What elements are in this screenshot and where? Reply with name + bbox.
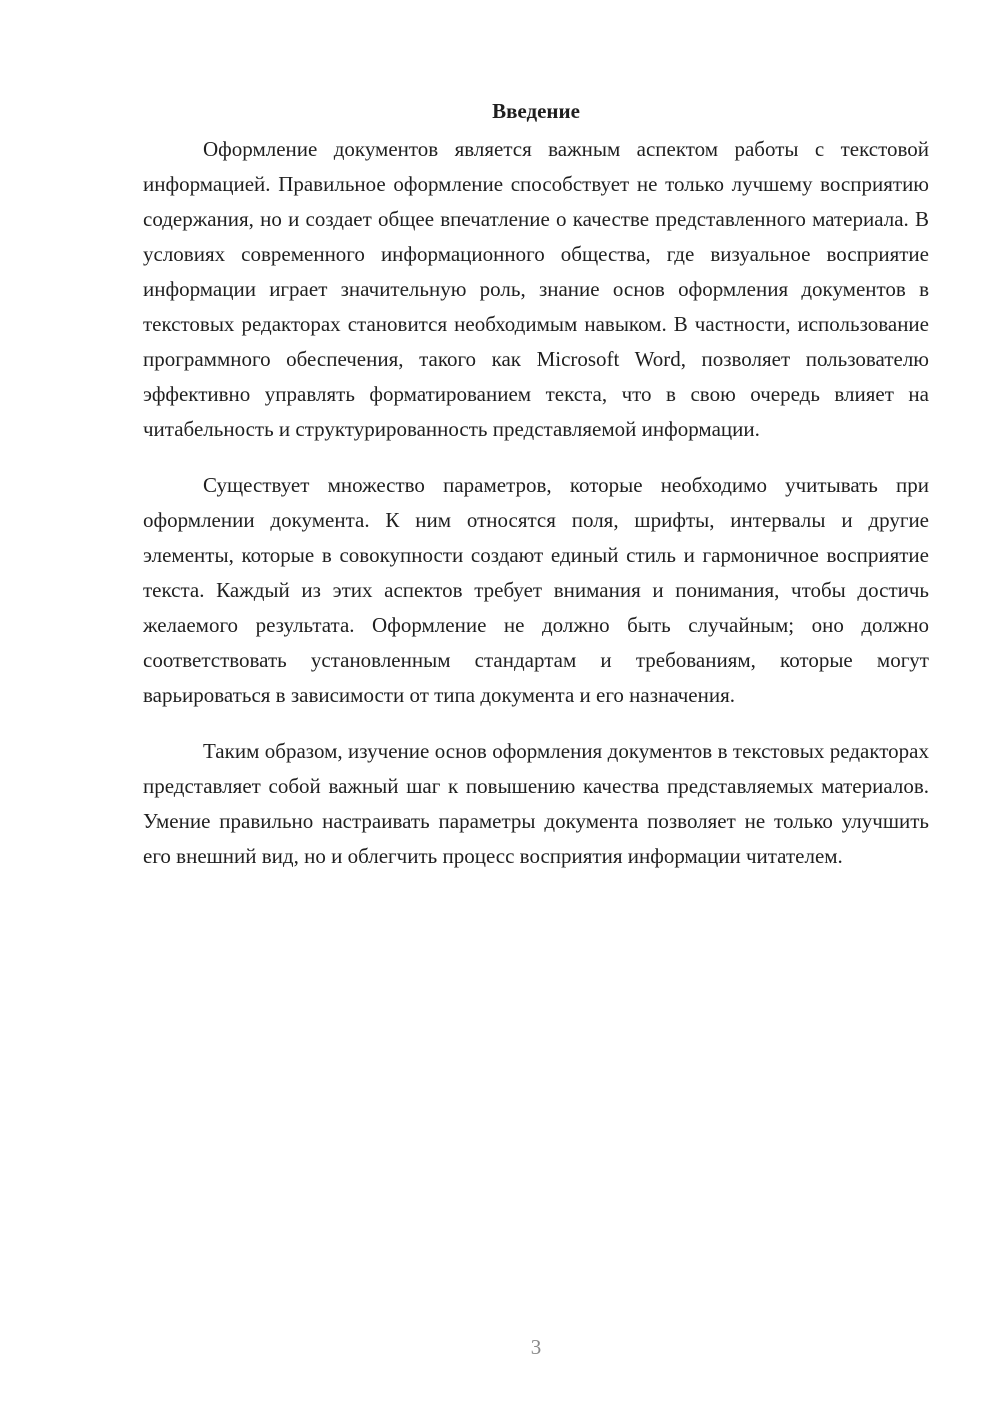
paragraph-2: Существует множество параметров, которые необходимо учитывать при оформлении документа. К ним относятся поля, шрифты, интервалы и другие элементы, которые в совокупности создают единый стиль и гармоничное восприятие текста. Каждый из этих аспектов требует внимания и понимания, чтобы достичь желаемого результата. Оформление не должно быть случайным; оно должно соответствовать установленным стандартам и требованиям, которые могут варьироваться в зависимости от типа документа и его назначения. xyxy=(143,473,929,707)
paragraph-1: Оформление документов является важным аспектом работы с текстовой информацией. Правильное оформление способствует не только лучшему восприятию содержания, но и создает общее впечатление о качестве представленного материала. В условиях современного информационного общества, где визуальное восприятие информации играет значительную роль, знание основ оформления документов в текстовых редакторах становится необходимым навыком. В частности, использование программного обеспечения, такого как Microsoft Word, позволяет пользователю эффективно управлять форматированием текста, что в свою очередь влияет на читабельность и структурированность представляемой информации. xyxy=(143,137,929,441)
page-content xyxy=(143,92,929,874)
paragraph-3: Таким образом, изучение основ оформления документов в текстовых редакторах представляет собой важный шаг к повышению качества представляемых материалов. Умение правильно настраивать параметры документа позволяет не только улучшить его внешний вид, но и облегчить процесс восприятия информации читателем. xyxy=(143,739,929,868)
section-heading: Введение xyxy=(492,99,580,123)
page-number: 3 xyxy=(530,1335,542,1359)
